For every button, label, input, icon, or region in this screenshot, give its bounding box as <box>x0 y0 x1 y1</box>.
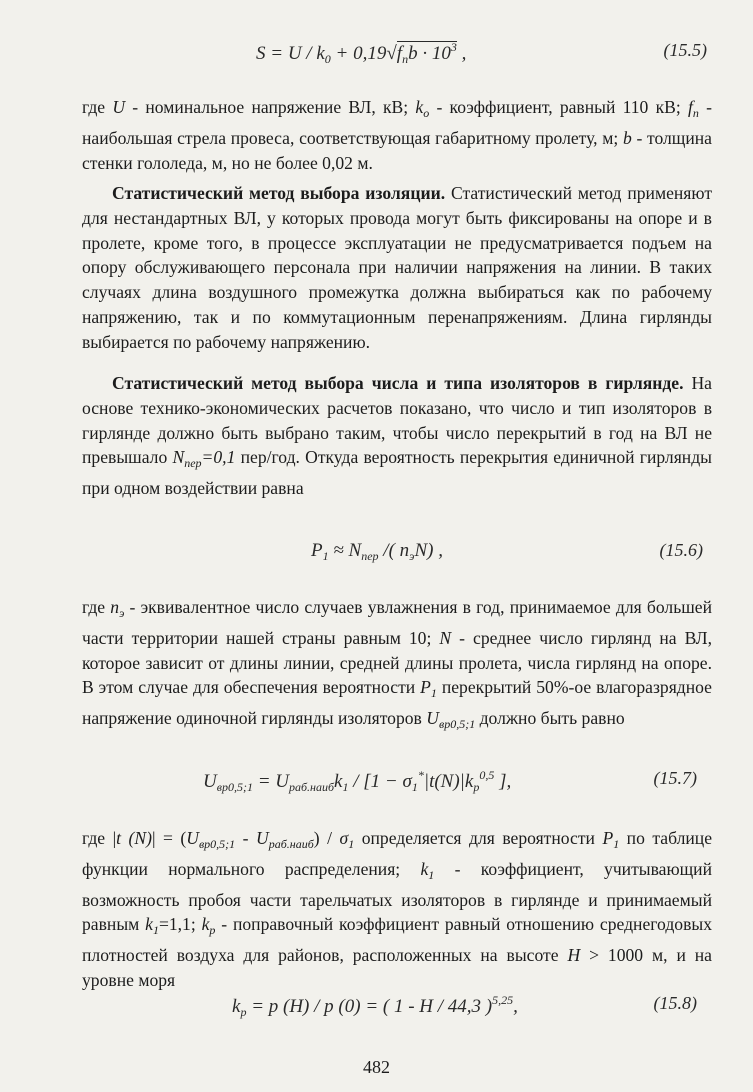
paragraph-definitions-15-6: где $n_э$ - эквивалентное число случаев увлажнения в год, принимаемое для большей части территории нашей страны равным 10; N - среднее число гирлянд на ВЛ, которое зависит от длины линии, средней длины пролета, числа гирлянд на опоре. В этом случае для обеспечения вероятности $P_1$ перекрытий 50%-ое влагоразрядное напряжение одиночной гирлянды изоляторов $U_{вр0,5;1}$ должно быть равно <box>82 597 713 732</box>
formula-expression: $P_1 \approx N_{пер}$ /( $n_эN$) , <box>311 540 443 563</box>
formula-15-7 <box>0 768 753 808</box>
paragraph-definitions-15-7: где |t $(N)| = (U_{вр0,5;1} - U_{раб.наиб}) / \sigma_1$ определяется для вероятности $P_1$ по таблице функции нормального распределения; $k_1$ - коэффициент, учитывающий возможность пробоя части тарельчатых изоляторов в гирлянде и принимаемый равным $k_1=1,1$; $k_р$ - поправочный коэффициент равный отношению среднегодовых плотностей воздуха для районов, расположенных на высоте H > 1000 м, и на уровне моря <box>82 828 713 990</box>
formula-expression: $U_{вр0,5;1} = U_{раб.наиб}k_1 / [1 - \sigma_1^*|t(N)|k_p^{0,5}$ ], <box>203 768 512 794</box>
formula-number: (15.5) <box>663 40 707 60</box>
formula-expression: $S = U / k_0 + 0,19√f_nb \cdot 10^3$ , <box>256 40 467 66</box>
paragraph-statistical-method <box>82 181 712 355</box>
paragraph-insulator-selection: Статистический метод выбора числа и типа изоляторов в гирлянде. На основе технико-экономических расчетов показано, что число и тип изоляторов в гирлянде должно быть выбрано таким, чтобы число перекрытий в год на ВЛ не превышало $N_{пер}=0,1$ пер/год. Откуда вероятность перекрытия единичной гирлянды при одном воздействии равна <box>82 373 712 499</box>
formula-15-5 <box>0 40 753 80</box>
formula-number: (15.8) <box>653 993 697 1013</box>
page-number: 482 <box>363 1057 390 1077</box>
formula-15-8 <box>0 993 753 1033</box>
formula-expression: $k_p = p$ (H) / p (0) = ( 1 - H / 44,3 )$^{5,25}$, <box>232 993 518 1019</box>
formula-number: (15.6) <box>659 540 703 560</box>
paragraph-definitions-15-5: где U - номинальное напряжение ВЛ, кВ; $k_о$ - коэффициент, равный 110 кВ; $f_n$ - наибольшая стрела провеса, соответствующая габаритному пролету, м; b - толщина стенки гололеда, м, но не более 0,02 м. <box>82 97 712 173</box>
paragraph-text: Статистический метод применяют для нестандартных ВЛ, у которых провода могут быть фиксированы на опоре и в пролете, кроме того, в процессе эксплуатации не предусматривается подъем на опору обслуживающего персонала при наличии напряжения на линии. В таких случаях длина воздушного промежутка должна выбираться как по рабочему напряжению, так и по коммутационным перенапряжениям. Длина гирлянды выбирается по рабочему напряжению. <box>82 183 713 352</box>
heading-insulator-selection: Статистический метод выбора числа и типа изоляторов в гирлянде. <box>112 373 684 393</box>
formula-number: (15.7) <box>653 768 697 788</box>
heading-statistical-method: Статистический метод выбора изоляции. <box>112 183 446 203</box>
formula-15-6 <box>0 540 753 580</box>
